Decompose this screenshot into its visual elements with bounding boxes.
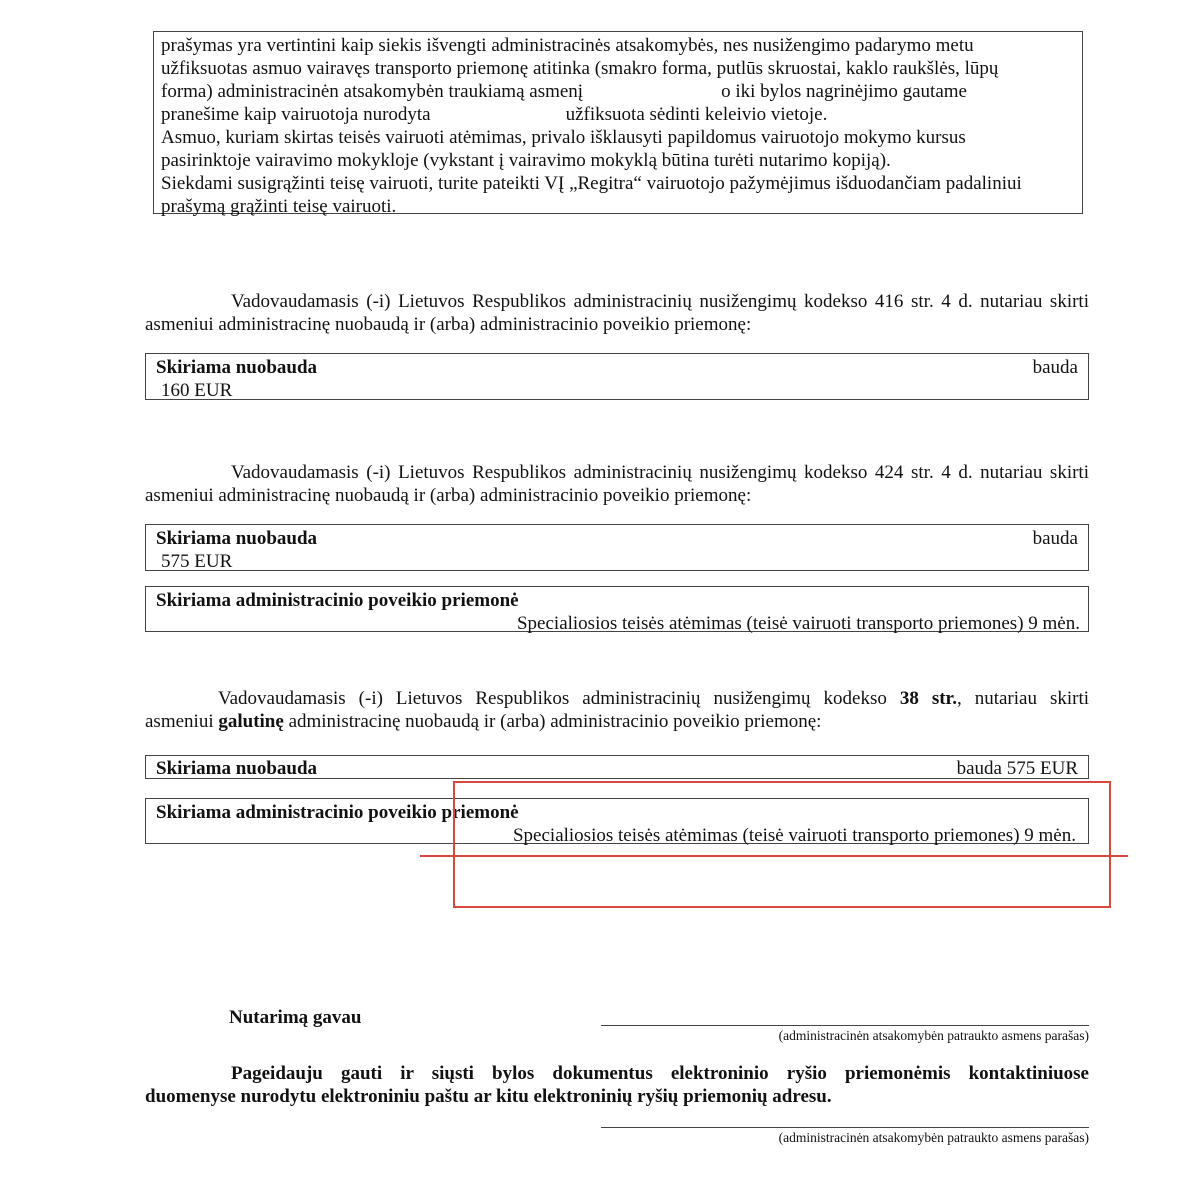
notes-line xyxy=(161,103,1082,126)
notes-line: prašymas yra vertintini kaip siekis išvengti administracinės atsakomybės, nes nusižengimo padarymo metu xyxy=(161,35,974,56)
section1-paragraph xyxy=(145,290,1089,336)
notes-line: užfiksuotas asmuo vairavęs transporto priemonę atitinka (smakro forma, putlūs skruostai, kaklo raukšlės, lūpų xyxy=(161,58,999,79)
section3-penalty-box xyxy=(145,755,1089,779)
penalty-value: bauda 575 EUR xyxy=(956,758,1078,779)
section3-para-text: administracinę nuobaudą ir (arba) administracinio poveikio priemonę: xyxy=(288,711,822,732)
signature-line-1 xyxy=(601,1025,1089,1026)
notes-line xyxy=(161,80,1082,103)
notes-line: Siekdami susigrąžinti teisę vairuoti, turite pateikti VĮ „Regitra“ vairuotojo pažymėjimus išduodančiam padaliniui xyxy=(161,173,1022,194)
signature-caption-2: (administracinėn atsakomybėn patraukto asmens parašas) xyxy=(778,1130,1089,1145)
notes-box xyxy=(153,31,1083,217)
signature-line-2 xyxy=(601,1127,1089,1128)
notes-line: pasirinktoje vairavimo mokykloje (vykstant į vairavimo mokyklą būtina turėti nutarimo kopiją). xyxy=(161,150,891,171)
section2-penalty-box xyxy=(145,524,1089,571)
section2-para-line1: Vadovaudamasis (-i) Lietuvos Respublikos administracinių nusižengimų kodekso 424 str. 4 d. nutariau skirti xyxy=(231,462,1089,483)
notes-line-part: užfiksuota sėdinti keleivio vietoje. xyxy=(565,104,828,125)
section2-para-line2: asmeniui administracinę nuobaudą ir (arba) administracinio poveikio priemonę: xyxy=(145,485,752,506)
measure-value: Specialiosios teisės atėmimas (teisė vairuoti transporto priemones) 9 mėn. xyxy=(512,825,1076,846)
section3-article-ref: 38 str. xyxy=(899,688,957,709)
penalty-label: Skiriama nuobauda xyxy=(156,528,318,549)
annotation-rectangle xyxy=(453,781,1111,908)
measure-label: Skiriama administracinio poveikio priemonė xyxy=(156,802,519,823)
penalty-label: Skiriama nuobauda xyxy=(156,357,318,378)
penalty-amount: 575 EUR xyxy=(161,551,233,572)
measure-label: Skiriama administracinio poveikio priemonė xyxy=(156,590,519,611)
section3-para-line1 xyxy=(145,687,1089,710)
received-label: Nutarimą gavau xyxy=(229,1007,362,1028)
section3-para-text: , nutariau skirti xyxy=(957,688,1090,709)
electronic-request xyxy=(145,1062,1089,1108)
section2-paragraph xyxy=(145,461,1089,507)
section1-penalty-box xyxy=(145,353,1089,400)
notes-line-part: pranešime kaip vairuotoja nurodyta xyxy=(161,104,431,125)
section3-para-text: Vadovaudamasis (-i) Lietuvos Respublikos administracinių nusižengimų kodekso xyxy=(218,688,887,709)
notes-line: Asmuo, kuriam skirtas teisės vairuoti atėmimas, privalo išklausyti papildomus vairuotojo mokymo kursus xyxy=(161,127,966,148)
penalty-amount: 160 EUR xyxy=(161,380,233,401)
notes-line-part: forma) administracinėn atsakomybėn traukiamą asmenį xyxy=(161,81,584,102)
section3-final-word: galutinę xyxy=(218,711,284,732)
signature-caption-1: (administracinėn atsakomybėn patraukto asmens parašas) xyxy=(778,1028,1089,1043)
section1-para-line1: Vadovaudamasis (-i) Lietuvos Respublikos administracinių nusižengimų kodekso 416 str. 4 d. nutariau skirti xyxy=(231,291,1089,312)
section3-para-text: asmeniui xyxy=(145,711,214,732)
measure-value: Specialiosios teisės atėmimas (teisė vairuoti transporto priemones) 9 mėn. xyxy=(516,613,1080,634)
request-line2: duomenyse nurodytu elektroniniu paštu ar kitu elektroninių ryšių priemonių adresu. xyxy=(145,1086,832,1107)
section3-paragraph xyxy=(145,687,1089,733)
section2-measure-box xyxy=(145,586,1089,632)
section3-para-line2 xyxy=(145,710,1089,733)
annotation-line xyxy=(420,855,1128,857)
notes-line: prašymą grąžinti teisę vairuoti. xyxy=(161,196,397,217)
penalty-label: Skiriama nuobauda xyxy=(156,758,318,779)
section1-para-line2: asmeniui administracinę nuobaudą ir (arba) administracinio poveikio priemonę: xyxy=(145,314,752,335)
request-line1: Pageidauju gauti ir siųsti bylos dokumentus elektroninio ryšio priemonėmis kontaktiniuose xyxy=(231,1063,1089,1084)
penalty-type: bauda xyxy=(1032,357,1078,378)
notes-line-part: o iki bylos nagrinėjimo gautame xyxy=(721,81,967,102)
penalty-type: bauda xyxy=(1032,528,1078,549)
